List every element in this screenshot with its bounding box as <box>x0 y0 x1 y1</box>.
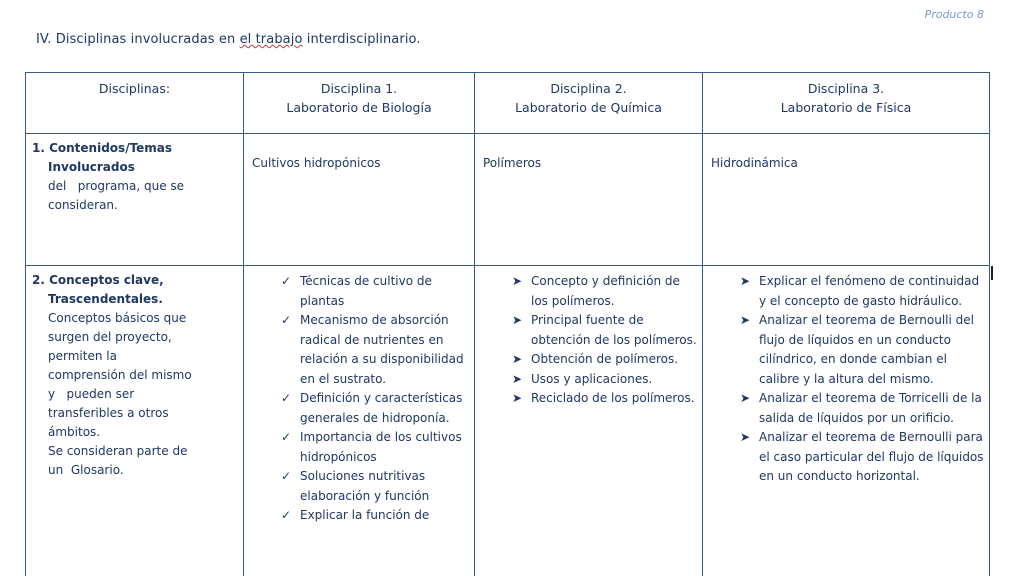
col-header-line: Laboratorio de Química <box>515 100 662 115</box>
list-item <box>244 506 470 526</box>
list-item-text: Soluciones nutritivas elaboración y función <box>300 469 430 503</box>
list-item-text: Importancia de los cultivos hidropónicos <box>300 430 462 464</box>
col-header-physics <box>703 73 990 134</box>
row-head-line: un Glosario. <box>48 463 124 477</box>
list-item <box>475 389 698 409</box>
check-icon: ✓ <box>280 391 292 405</box>
list-item-text: Reciclado de los polímeros. <box>531 391 695 405</box>
cell-chemistry-concepts <box>475 266 703 576</box>
physics-topic: Hidrodinámica <box>711 156 798 170</box>
cell-physics-concepts <box>703 266 990 576</box>
list-item <box>244 428 470 467</box>
product-label: Producto 8 <box>924 8 984 21</box>
row-head-line: Conceptos básicos que <box>48 311 187 325</box>
section-title <box>36 32 421 47</box>
check-icon: ✓ <box>280 313 292 327</box>
row-head-line: 2. Conceptos clave, <box>32 273 164 287</box>
physics-concepts-list <box>703 266 989 487</box>
check-icon: ✓ <box>280 430 292 444</box>
cell-chemistry-topic <box>475 134 703 266</box>
section-title-suffix: interdisciplinario. <box>302 32 421 47</box>
col-header-biology <box>244 73 475 134</box>
text-cursor <box>991 266 993 280</box>
table-row-contents <box>26 134 990 266</box>
col-header-line: Disciplinas: <box>98 81 171 96</box>
arrow-bullet-icon: ➤ <box>511 274 523 288</box>
row-head-line: Trascendentales. <box>48 292 163 306</box>
col-header-line: Disciplina 2. <box>550 81 627 96</box>
list-item <box>244 389 470 428</box>
list-item-text: Obtención de polímeros. <box>531 352 679 366</box>
list-item-text: Principal fuente de obtención de los polímeros. <box>531 313 697 347</box>
table-row-concepts <box>26 266 990 576</box>
list-item-text: Técnicas de cultivo de plantas <box>300 274 432 308</box>
list-item <box>475 370 698 390</box>
row-head-line: permiten la <box>48 349 117 363</box>
arrow-bullet-icon: ➤ <box>511 352 523 366</box>
check-icon: ✓ <box>280 274 292 288</box>
row-head-line: transferibles a otros <box>48 406 169 420</box>
list-item-text: Explicar la función de <box>300 508 430 522</box>
row-head-line: 1. Contenidos/Temas <box>32 141 173 155</box>
row-head-concepts <box>26 266 244 576</box>
list-item <box>244 272 470 311</box>
list-item-text: Analizar el teorema de Torricelli de la salida de líquidos por un orificio. <box>759 391 982 425</box>
row-head-line: consideran. <box>48 198 118 212</box>
row-head-line: surgen del proyecto, <box>48 330 172 344</box>
cell-physics-topic <box>703 134 990 266</box>
list-item <box>703 272 985 311</box>
list-item <box>703 311 985 389</box>
check-icon: ✓ <box>280 508 292 522</box>
biology-topic: Cultivos hidropónicos <box>252 156 381 170</box>
col-header-line: Laboratorio de Física <box>780 100 912 115</box>
row-head-line: y pueden ser <box>48 387 135 401</box>
list-item <box>244 467 470 506</box>
check-icon: ✓ <box>280 469 292 483</box>
list-item <box>703 389 985 428</box>
biology-concepts-list <box>244 266 474 526</box>
row-head-line: del programa, que se <box>48 179 185 193</box>
arrow-bullet-icon: ➤ <box>511 313 523 327</box>
list-item <box>475 311 698 350</box>
row-head-line: comprensión del mismo <box>48 368 192 382</box>
section-title-prefix: IV. Disciplinas involucradas en <box>36 32 240 47</box>
row-head-line: ámbitos. <box>48 425 101 439</box>
list-item-text: Usos y aplicaciones. <box>531 371 653 386</box>
list-item <box>703 428 985 487</box>
section-title-spellcheck: el trabajo <box>239 32 303 47</box>
row-head-line: Se consideran parte de <box>48 444 188 458</box>
row-head-contents <box>26 134 244 266</box>
list-item <box>244 311 470 389</box>
col-header-chemistry <box>475 73 703 134</box>
arrow-bullet-icon: ➤ <box>511 391 523 405</box>
chemistry-concepts-list <box>475 266 702 409</box>
arrow-bullet-icon: ➤ <box>739 313 751 327</box>
col-header-line: Disciplina 3. <box>807 81 885 96</box>
chemistry-topic: Polímeros <box>483 156 542 170</box>
cell-biology-topic <box>244 134 475 266</box>
cell-biology-concepts <box>244 266 475 576</box>
list-item-text: Analizar el teorema de Bernoulli para el caso particular del flujo de líquidos en un conducto horizontal. <box>759 430 984 483</box>
list-item-text: Concepto y definición de los polímeros. <box>531 274 680 308</box>
list-item-text: Definición y características generales de hidroponía. <box>300 391 463 425</box>
arrow-bullet-icon: ➤ <box>739 430 751 444</box>
list-item <box>475 350 698 370</box>
list-item <box>475 272 698 311</box>
arrow-bullet-icon: ➤ <box>739 274 751 288</box>
col-header-line: Laboratorio de Biología <box>286 100 432 115</box>
col-header-disciplines <box>26 73 244 134</box>
arrow-bullet-icon: ➤ <box>739 391 751 405</box>
disciplines-table <box>25 72 990 576</box>
header-row <box>26 73 990 134</box>
list-item-text: Explicar el fenómeno de continuidad y el concepto de gasto hidráulico. <box>759 274 980 308</box>
col-header-line: Disciplina 1. <box>320 81 398 96</box>
arrow-bullet-icon: ➤ <box>511 371 523 386</box>
list-item-text: Analizar el teorema de Bernoulli del flujo de líquidos en un conducto cilíndrico, en donde cambian el calibre y la altura del mismo. <box>759 313 974 386</box>
list-item-text: Mecanismo de absorción radical de nutrientes en relación a su disponibilidad en el sustrato. <box>300 313 464 386</box>
row-head-line: Involucrados <box>48 160 135 174</box>
